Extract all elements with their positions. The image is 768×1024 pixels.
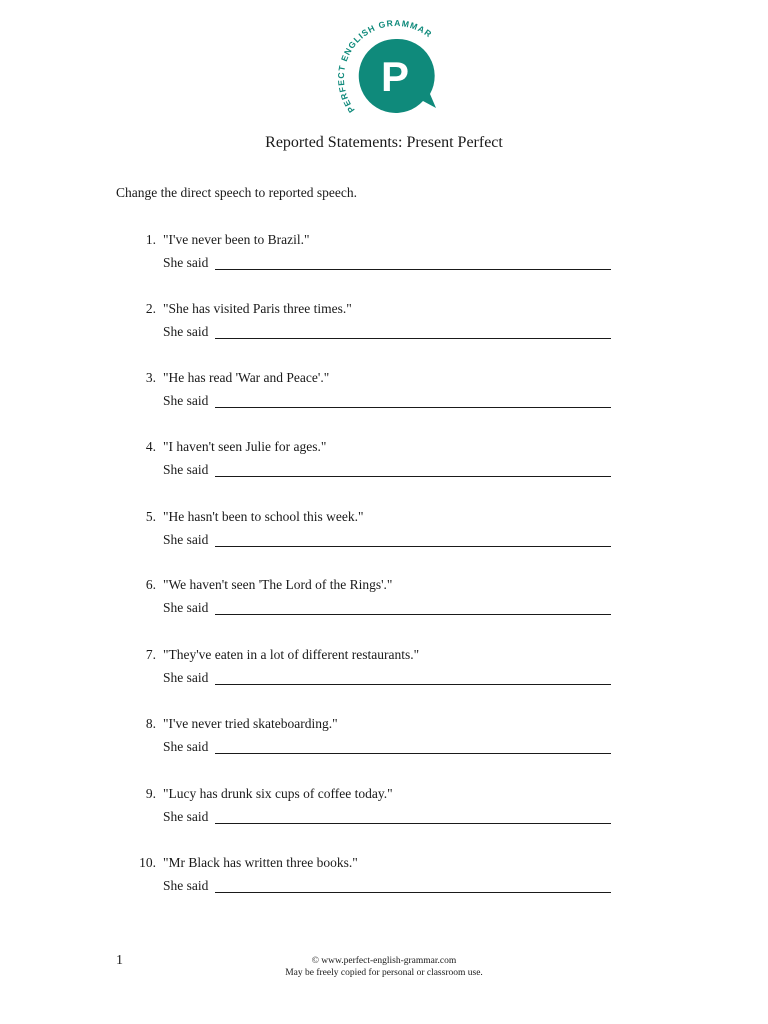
exercise-prompt: "I've never tried skateboarding." — [163, 716, 338, 731]
exercise-item — [138, 855, 618, 898]
exercise-item — [138, 439, 618, 482]
answer-blank[interactable] — [215, 269, 611, 270]
answer-label: She said — [163, 255, 209, 270]
exercise-number: 6. — [145, 577, 156, 592]
answer-label: She said — [163, 462, 209, 477]
exercise-number: 5. — [145, 509, 156, 524]
answer-label: She said — [163, 600, 209, 615]
instruction-text: Change the direct speech to reported speech. — [116, 185, 358, 200]
exercise-item — [138, 509, 618, 552]
exercise-item — [138, 301, 618, 344]
exercise-prompt: "I haven't seen Julie for ages." — [163, 439, 327, 454]
answer-blank[interactable] — [215, 823, 611, 824]
exercise-number: 7. — [145, 647, 156, 662]
answer-blank[interactable] — [215, 338, 611, 339]
answer-label: She said — [163, 393, 209, 408]
exercise-prompt: "They've eaten in a lot of different restaurants." — [163, 647, 420, 662]
exercise-number: 10. — [139, 855, 156, 870]
exercise-number: 8. — [145, 716, 156, 731]
exercise-item — [138, 370, 618, 413]
answer-label: She said — [163, 878, 209, 893]
exercise-prompt: "He hasn't been to school this week." — [163, 509, 364, 524]
logo-icon — [326, 14, 444, 114]
exercise-prompt: "I've never been to Brazil." — [163, 232, 310, 247]
exercise-prompt: "She has visited Paris three times." — [163, 301, 352, 316]
footer-copyright: © www.perfect-english-grammar.com — [311, 956, 457, 966]
answer-blank[interactable] — [215, 684, 611, 685]
exercise-number: 2. — [145, 301, 156, 316]
answer-blank[interactable] — [215, 614, 611, 615]
exercise-prompt: "Mr Black has written three books." — [163, 855, 358, 870]
svg-text:P: P — [380, 53, 410, 100]
answer-label: She said — [163, 532, 209, 547]
answer-label: She said — [163, 670, 209, 685]
exercise-item — [138, 232, 618, 275]
answer-blank[interactable] — [215, 753, 611, 754]
answer-label: She said — [163, 809, 209, 824]
answer-label: She said — [163, 739, 209, 754]
exercise-item — [138, 786, 618, 829]
answer-blank[interactable] — [215, 407, 611, 408]
exercise-number: 1. — [145, 232, 156, 247]
exercise-prompt: "He has read 'War and Peace'." — [163, 370, 330, 385]
exercise-item — [138, 716, 618, 759]
footer-license: May be freely copied for personal or classroom use. — [285, 968, 483, 978]
answer-blank[interactable] — [215, 476, 611, 477]
exercise-prompt: "We haven't seen 'The Lord of the Rings'." — [163, 577, 393, 592]
exercise-item — [138, 647, 618, 690]
exercise-prompt: "Lucy has drunk six cups of coffee today." — [163, 786, 393, 801]
exercise-item — [138, 577, 618, 620]
answer-label: She said — [163, 324, 209, 339]
answer-blank[interactable] — [215, 546, 611, 547]
page-title: Reported Statements: Present Perfect — [265, 134, 503, 151]
footer — [0, 955, 768, 979]
exercise-number: 9. — [145, 786, 156, 801]
exercise-number: 4. — [145, 439, 156, 454]
exercise-number: 3. — [145, 370, 156, 385]
page-number: 1 — [116, 953, 123, 968]
answer-blank[interactable] — [215, 892, 611, 893]
svg-text:PERFECT ENGLISH GRAMMAR: PERFECT ENGLISH GRAMMAR — [335, 17, 435, 114]
